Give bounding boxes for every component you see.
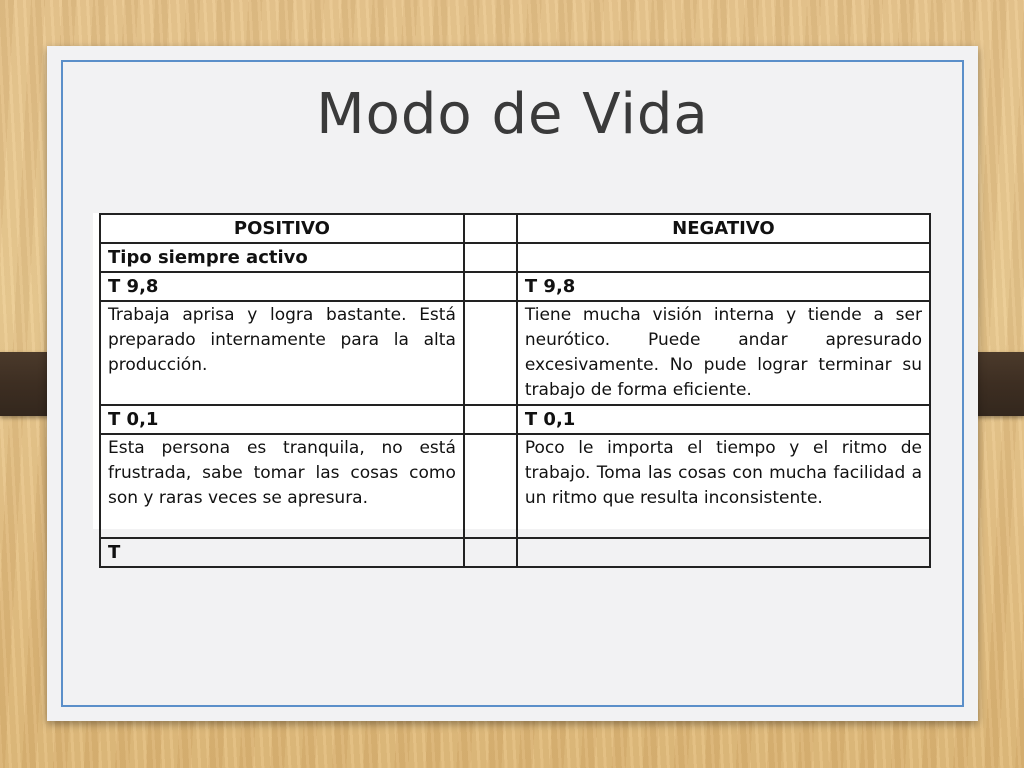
empty-cell	[517, 243, 930, 272]
header-spacer	[464, 214, 517, 243]
header-positivo: POSITIVO	[100, 214, 464, 243]
positive-description-cell: Esta persona es tranquila, no está frustrada, sabe tomar las cosas como son y raras veces se apresura.	[100, 434, 464, 538]
slide-paper	[47, 46, 978, 721]
modo-de-vida-table	[99, 213, 931, 568]
table-row-score	[100, 405, 930, 434]
negative-score-cell: T 0,1	[517, 405, 930, 434]
empty-cell	[464, 243, 517, 272]
empty-cell	[464, 434, 517, 538]
table-row-type	[100, 243, 930, 272]
positive-score-cell: T 0,1	[100, 405, 464, 434]
slide-title: Modo de Vida	[316, 82, 709, 147]
negative-description-cell: Tiene mucha visión interna y tiende a ser neurótico. Puede andar apresurado excesivamente. No pude lograr terminar su trabajo de forma eficiente.	[517, 301, 930, 405]
table-row-trailing	[100, 538, 930, 567]
table-header-row	[100, 214, 930, 243]
empty-cell	[517, 538, 930, 567]
table-row-score	[100, 272, 930, 301]
empty-cell	[464, 272, 517, 301]
empty-cell	[464, 405, 517, 434]
table-row-description	[100, 434, 930, 538]
empty-cell	[464, 301, 517, 405]
table-row-description	[100, 301, 930, 405]
header-negativo: NEGATIVO	[517, 214, 930, 243]
positive-score-cell: T 9,8	[100, 272, 464, 301]
negative-description-cell: Poco le importa el tiempo y el ritmo de trabajo. Toma las cosas con mucha facilidad a un ritmo que resulta inconsistente.	[517, 434, 930, 538]
empty-cell	[464, 538, 517, 567]
positive-description-cell: Trabaja aprisa y logra bastante. Está preparado internamente para la alta producción.	[100, 301, 464, 405]
negative-score-cell: T 9,8	[517, 272, 930, 301]
type-label-cell: Tipo siempre activo	[100, 243, 464, 272]
table-image	[93, 213, 931, 563]
trailing-cell: T	[100, 538, 464, 567]
